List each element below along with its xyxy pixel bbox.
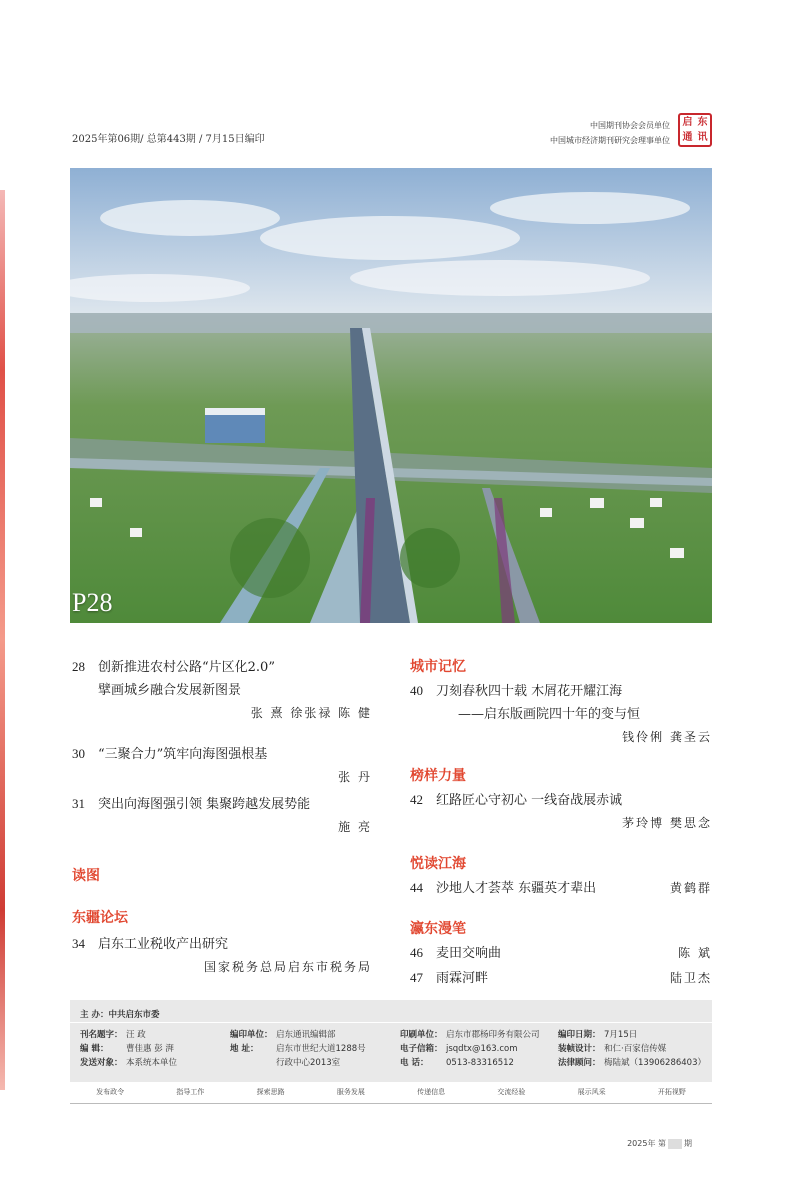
- entry-page: 46: [410, 945, 423, 960]
- masthead-box: [70, 1000, 712, 1082]
- entry-title: 沙地人才荟萃 东疆英才辈出: [436, 881, 597, 896]
- masthead-divider: [70, 1022, 712, 1023]
- footer-mission-strip: [70, 1087, 712, 1104]
- masthead-value: 汪 政: [126, 1030, 146, 1040]
- membership-line: 中国城市经济期刊研究会理事单位: [550, 136, 670, 145]
- masthead-label: 电子信箱：: [400, 1044, 443, 1054]
- entry-page: 34: [72, 936, 85, 951]
- toc-entry[interactable]: [410, 680, 712, 745]
- masthead-row: [80, 1042, 177, 1056]
- page-number-suffix: 期: [684, 1139, 692, 1148]
- entry-author: 茅玲博 樊思念: [622, 816, 712, 830]
- masthead-col-3: [400, 1028, 540, 1070]
- entry-title: 突出向海图强引领 集聚跨越发展势能: [98, 797, 311, 812]
- toc-entry[interactable]: [72, 793, 372, 835]
- entry-title: 雨霖河畔: [436, 971, 489, 986]
- entry-title: 创新推进农村公路“片区化2.0”: [98, 660, 275, 675]
- page-number: [627, 1138, 692, 1149]
- membership-info: [550, 118, 670, 148]
- masthead-label: 法律顾问：: [558, 1058, 601, 1068]
- issue-info: 2025年第06期/ 总第443期 / 7月15日编印: [72, 134, 265, 145]
- seal-char: 东: [697, 116, 708, 128]
- seal-char: 讯: [697, 131, 708, 143]
- toc-entry[interactable]: [72, 933, 372, 975]
- entry-author: 黄鹤群: [669, 881, 712, 895]
- masthead-host: 主 办：中共启东市委: [80, 1010, 160, 1020]
- membership-line: 中国期刊协会会员单位: [590, 121, 670, 130]
- toc-entry[interactable]: [410, 967, 712, 986]
- masthead-label: 发送对象：: [80, 1058, 123, 1068]
- toc-left-column: [72, 656, 372, 975]
- section-heading-role-model: 榜样力量: [410, 768, 466, 784]
- magazine-seal-logo: [678, 113, 712, 147]
- seal-char: 启: [682, 116, 693, 128]
- mission-item: 探索思路: [256, 1088, 285, 1096]
- masthead-row: [230, 1042, 366, 1056]
- entry-page: 31: [72, 796, 85, 811]
- masthead-label: 编 辑：: [80, 1044, 109, 1054]
- toc-entry[interactable]: [410, 877, 712, 896]
- masthead-label: 印刷单位：: [400, 1030, 443, 1040]
- masthead-col-2: [230, 1028, 366, 1070]
- mission-item: 服务发展: [336, 1088, 365, 1096]
- toc-entry[interactable]: [410, 789, 712, 831]
- masthead-label: 装帧设计：: [558, 1044, 601, 1054]
- toc-entry[interactable]: [72, 656, 372, 721]
- entry-title: 红路匠心守初心 一线奋战展赤诚: [436, 793, 623, 808]
- mission-item: 发布政令: [96, 1088, 125, 1096]
- masthead-label: 地 址：: [230, 1044, 259, 1054]
- entry-page: 44: [410, 880, 423, 895]
- entry-author: 张 丹: [338, 770, 372, 784]
- section-heading-essays: 瀛东漫笔: [410, 921, 466, 937]
- masthead-value: 本系统本单位: [126, 1058, 178, 1068]
- section-heading-luntan: 东疆论坛: [72, 910, 128, 926]
- section-heading-reading: 悦读江海: [410, 856, 466, 872]
- entry-author: 国家税务总局启东市税务局: [203, 960, 372, 974]
- masthead-col-1: [80, 1028, 177, 1070]
- mission-item: 展示风采: [577, 1088, 606, 1096]
- entry-author: 陈 斌: [678, 946, 712, 960]
- masthead-row: [400, 1028, 540, 1042]
- toc-entry[interactable]: [410, 942, 712, 961]
- masthead-value: 启东市郡杨印务有限公司: [446, 1030, 540, 1040]
- entry-title: 启东工业税收产出研究: [98, 937, 229, 952]
- entry-author: 陆卫杰: [669, 971, 712, 985]
- toc-entry[interactable]: [72, 743, 372, 785]
- masthead-row: [80, 1028, 177, 1042]
- masthead-row: [80, 1056, 177, 1070]
- entry-author: 张 熹 徐张禄 陈 健: [250, 706, 372, 720]
- masthead-label: 电 话：: [400, 1058, 429, 1068]
- cover-photo-aerial-highway: [70, 168, 712, 623]
- toc-right-column: [410, 656, 712, 986]
- entry-page: 42: [410, 792, 423, 807]
- entry-title: “三聚合力”筑牢向海图强根基: [98, 747, 268, 762]
- masthead-value: 启东市世纪大道1288号: [276, 1044, 366, 1054]
- mission-item: 开拓视野: [657, 1088, 686, 1096]
- page-number-prefix: 2025年 第: [627, 1139, 666, 1148]
- entry-author: 施 亮: [338, 820, 372, 834]
- masthead-row: [558, 1028, 706, 1042]
- masthead-value: 曹佳惠 彭 湃: [126, 1044, 174, 1054]
- masthead-row: [400, 1056, 540, 1070]
- masthead-row: [400, 1042, 540, 1056]
- spine-decoration: [0, 190, 5, 1090]
- masthead-label: 刊名题字：: [80, 1030, 123, 1040]
- section-heading-dutu: 读图: [72, 868, 100, 884]
- entry-page: 40: [410, 683, 423, 698]
- mission-item: 交流经验: [497, 1088, 526, 1096]
- entry-page: 30: [72, 746, 85, 761]
- entry-subtitle: 擘画城乡融合发展新图景: [98, 683, 242, 698]
- seal-char: 通: [682, 131, 693, 143]
- masthead-row: [558, 1056, 706, 1070]
- masthead-value: 启东通讯编辑部: [276, 1030, 336, 1040]
- entry-author: 钱伶俐 龚圣云: [622, 730, 712, 744]
- mission-item: 传递信息: [417, 1088, 446, 1096]
- entry-page: 28: [72, 659, 85, 674]
- entry-page: 47: [410, 970, 423, 985]
- mission-item: 指导工作: [176, 1088, 205, 1096]
- masthead-row: [230, 1028, 366, 1042]
- masthead-value: 0513-83316512: [446, 1058, 514, 1068]
- cover-page-tag: P28: [72, 588, 113, 617]
- entry-subtitle: ——启东版画院四十年的变与恒: [458, 707, 641, 722]
- page-number-box: [668, 1139, 682, 1149]
- masthead-label: 编印单位：: [230, 1030, 273, 1040]
- entry-title: 刀刻春秋四十载 木屑花开耀江海: [436, 684, 623, 699]
- masthead-value: 7月15日: [604, 1030, 638, 1040]
- masthead-label: 编印日期：: [558, 1030, 601, 1040]
- masthead-col-4: [558, 1028, 706, 1070]
- section-heading-city-memory: 城市记忆: [410, 659, 466, 675]
- masthead-value: 梅陆斌（13906286403）: [604, 1058, 706, 1068]
- masthead-row: [558, 1042, 706, 1056]
- entry-title: 麦田交响曲: [436, 946, 502, 961]
- masthead-value: jsqdtx@163.com: [446, 1044, 518, 1054]
- masthead-value: 行政中心2013室: [276, 1058, 341, 1068]
- masthead-value: 和仁·百家信传媒: [604, 1044, 667, 1054]
- masthead-row: [230, 1056, 366, 1070]
